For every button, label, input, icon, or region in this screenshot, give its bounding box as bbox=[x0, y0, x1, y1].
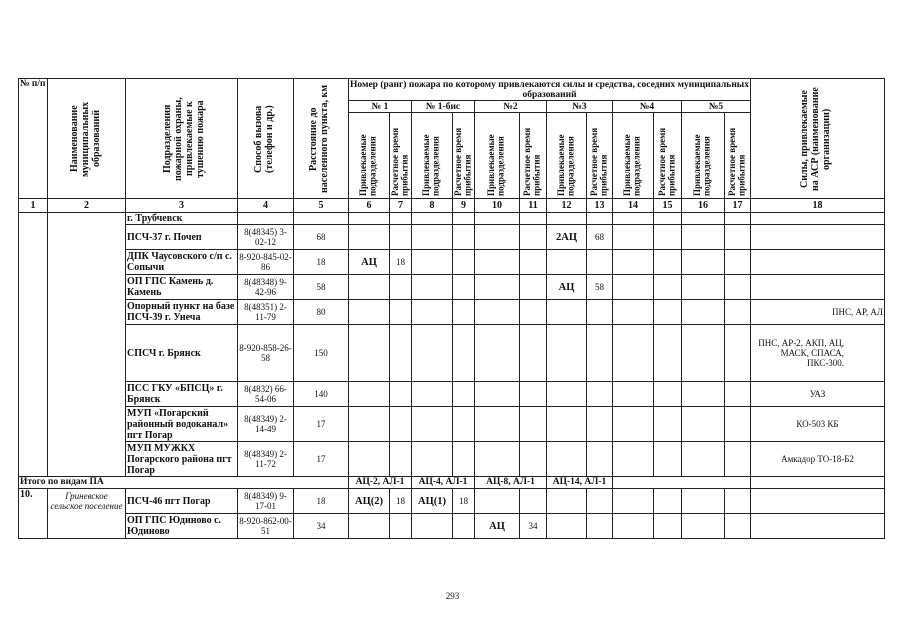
unit-name: ОП ГПС Юдиново с. Юдиново bbox=[126, 514, 238, 539]
distance: 140 bbox=[294, 382, 349, 407]
phone: 8-920-862-00-51 bbox=[238, 514, 294, 539]
fire-response-table-container bbox=[18, 78, 885, 539]
rank2-units: АЦ bbox=[475, 514, 520, 539]
col-num: 9 bbox=[453, 199, 475, 213]
unit-name: СПСЧ г. Брянск bbox=[126, 325, 238, 382]
rank-4: №4 bbox=[613, 101, 682, 113]
header-no: № п/п bbox=[19, 79, 48, 199]
col-num: 2 bbox=[48, 199, 126, 213]
rank1-units: АЦ(2) bbox=[349, 489, 390, 514]
rank3-time: 68 bbox=[587, 225, 613, 250]
col-num: 16 bbox=[682, 199, 725, 213]
totals-label: Итого по видам ПА bbox=[19, 477, 349, 489]
totals-rank1bis: АЦ-4, АЛ-1 bbox=[412, 477, 475, 489]
asr-forces: ПНС, АР-2, АКП, АЦ, МАСК, СПАСА, ПКС-300. bbox=[751, 325, 885, 382]
rank1bis-time: 18 bbox=[453, 489, 475, 514]
totals-rank3: АЦ-14, АЛ-1 bbox=[547, 477, 613, 489]
rank3-time: 58 bbox=[587, 275, 613, 300]
rank-5: №5 bbox=[682, 101, 751, 113]
table-row bbox=[19, 213, 885, 225]
phone: 8(48349) 9-17-01 bbox=[238, 489, 294, 514]
distance: 17 bbox=[294, 442, 349, 477]
table-row bbox=[19, 225, 885, 250]
phone: 8(48345) 3-02-12 bbox=[238, 225, 294, 250]
sub-units-5: Привлекаемые подразделения bbox=[613, 113, 654, 199]
col-num: 7 bbox=[390, 199, 412, 213]
unit-name: ПСЧ-46 пгт Погар bbox=[126, 489, 238, 514]
distance: 58 bbox=[294, 275, 349, 300]
phone: 8-920-845-02-86 bbox=[238, 250, 294, 275]
table-row bbox=[19, 300, 885, 325]
distance: 34 bbox=[294, 514, 349, 539]
col-num: 8 bbox=[412, 199, 453, 213]
sub-time-2: Расчетное время прибытия bbox=[453, 113, 475, 199]
col-num: 11 bbox=[520, 199, 547, 213]
rank1-time: 18 bbox=[390, 250, 412, 275]
col-num: 6 bbox=[349, 199, 390, 213]
table-row bbox=[19, 514, 885, 539]
rank-3: №3 bbox=[547, 101, 613, 113]
col-num: 10 bbox=[475, 199, 520, 213]
phone: 8(48351) 2-11-79 bbox=[238, 300, 294, 325]
city-heading: г. Трубчевск bbox=[126, 213, 238, 225]
table-row bbox=[19, 325, 885, 382]
distance: 18 bbox=[294, 489, 349, 514]
sub-units-2: Привлекаемые подразделения bbox=[412, 113, 453, 199]
table-row bbox=[19, 250, 885, 275]
asr-forces: УАЗ bbox=[751, 382, 885, 407]
rank-2: №2 bbox=[475, 101, 547, 113]
distance: 18 bbox=[294, 250, 349, 275]
col-num: 5 bbox=[294, 199, 349, 213]
rank1-time: 18 bbox=[390, 489, 412, 514]
asr-forces: Амкадор ТО-18-Б2 bbox=[751, 442, 885, 477]
header-distance: Расстояние до населенного пункта, км bbox=[294, 79, 349, 199]
header-municipal: Наименование муниципальных образований bbox=[48, 79, 126, 199]
municipal-cell bbox=[48, 213, 126, 477]
sub-time-1: Расчетное время прибытия bbox=[390, 113, 412, 199]
col-num: 12 bbox=[547, 199, 587, 213]
sub-units-6: Привлекаемые подразделения bbox=[682, 113, 725, 199]
col-num: 3 bbox=[126, 199, 238, 213]
col-num: 14 bbox=[613, 199, 654, 213]
col-num: 18 bbox=[751, 199, 885, 213]
phone: 8(48349) 2-11-72 bbox=[238, 442, 294, 477]
phone: 8(48349) 2-14-49 bbox=[238, 407, 294, 442]
column-numbers-row bbox=[19, 199, 885, 213]
sub-units-3: Привлекаемые подразделения bbox=[475, 113, 520, 199]
rank3-units: 2АЦ bbox=[547, 225, 587, 250]
sub-time-5: Расчетное время прибытия bbox=[654, 113, 682, 199]
rank2-time: 34 bbox=[520, 514, 547, 539]
col-num: 13 bbox=[587, 199, 613, 213]
sub-units-4: Привлекаемые подразделения bbox=[547, 113, 587, 199]
sub-time-4: Расчетное время прибытия bbox=[587, 113, 613, 199]
rank3-units: АЦ bbox=[547, 275, 587, 300]
unit-name: МУП «Погарский районный водоканал» пгт Погар bbox=[126, 407, 238, 442]
rank1-units: АЦ bbox=[349, 250, 390, 275]
table-row bbox=[19, 442, 885, 477]
no-cell bbox=[19, 213, 48, 477]
rank-1bis: № 1-бис bbox=[412, 101, 475, 113]
col-num: 4 bbox=[238, 199, 294, 213]
municipal-name: Гриневское сельское поселение bbox=[48, 489, 126, 539]
sub-units-1: Привлекаемые подразделения bbox=[349, 113, 390, 199]
totals-rank1: АЦ-2, АЛ-1 bbox=[349, 477, 412, 489]
unit-name: ПСС ГКУ «БПСЦ» г. Брянск bbox=[126, 382, 238, 407]
rank1bis-units: АЦ(1) bbox=[412, 489, 453, 514]
col-num: 15 bbox=[654, 199, 682, 213]
rank-1: № 1 bbox=[349, 101, 412, 113]
header-asr: Силы, привлекаемые на АСР (наименование организации) bbox=[751, 79, 885, 199]
unit-name: МУП МУЖКХ Погарского района пгт Погар bbox=[126, 442, 238, 477]
header-rank: Номер (ранг) пожара по которому привлекаются силы и средства, соседних муниципальных образований bbox=[350, 79, 749, 100]
distance: 80 bbox=[294, 300, 349, 325]
totals-row bbox=[19, 477, 885, 489]
table-row bbox=[19, 489, 885, 514]
unit-name: Опорный пункт на базе ПСЧ-39 г. Унеча bbox=[126, 300, 238, 325]
fire-response-table bbox=[18, 78, 885, 539]
asr-forces: ПНС, АР, АЛ bbox=[751, 300, 885, 325]
col-num: 17 bbox=[725, 199, 751, 213]
phone: 8(48348) 9-42-96 bbox=[238, 275, 294, 300]
sub-time-6: Расчетное время прибытия bbox=[725, 113, 751, 199]
unit-name: ОП ГПС Камень д. Камень bbox=[126, 275, 238, 300]
header-units: Подразделения пожарной охраны, привлекаемые к тушению пожара bbox=[126, 79, 238, 199]
phone: 8(4832) 66-54-06 bbox=[238, 382, 294, 407]
unit-name: ДПК Чаусовского с/п с. Сопычи bbox=[126, 250, 238, 275]
row-number: 10. bbox=[19, 489, 48, 539]
asr-forces: КО-503 КБ bbox=[751, 407, 885, 442]
distance: 150 bbox=[294, 325, 349, 382]
distance: 68 bbox=[294, 225, 349, 250]
sub-time-3: Расчетное время прибытия bbox=[520, 113, 547, 199]
table-row bbox=[19, 407, 885, 442]
phone: 8-920-858-26-58 bbox=[238, 325, 294, 382]
unit-name: ПСЧ-37 г. Почеп bbox=[126, 225, 238, 250]
distance: 17 bbox=[294, 407, 349, 442]
header-call-method: Способ вызова (телефон и др.) bbox=[238, 79, 294, 199]
page-number: 293 bbox=[445, 591, 460, 601]
col-num: 1 bbox=[19, 199, 48, 213]
table-row bbox=[19, 382, 885, 407]
table-row bbox=[19, 275, 885, 300]
totals-rank2: АЦ-8, АЛ-1 bbox=[475, 477, 547, 489]
